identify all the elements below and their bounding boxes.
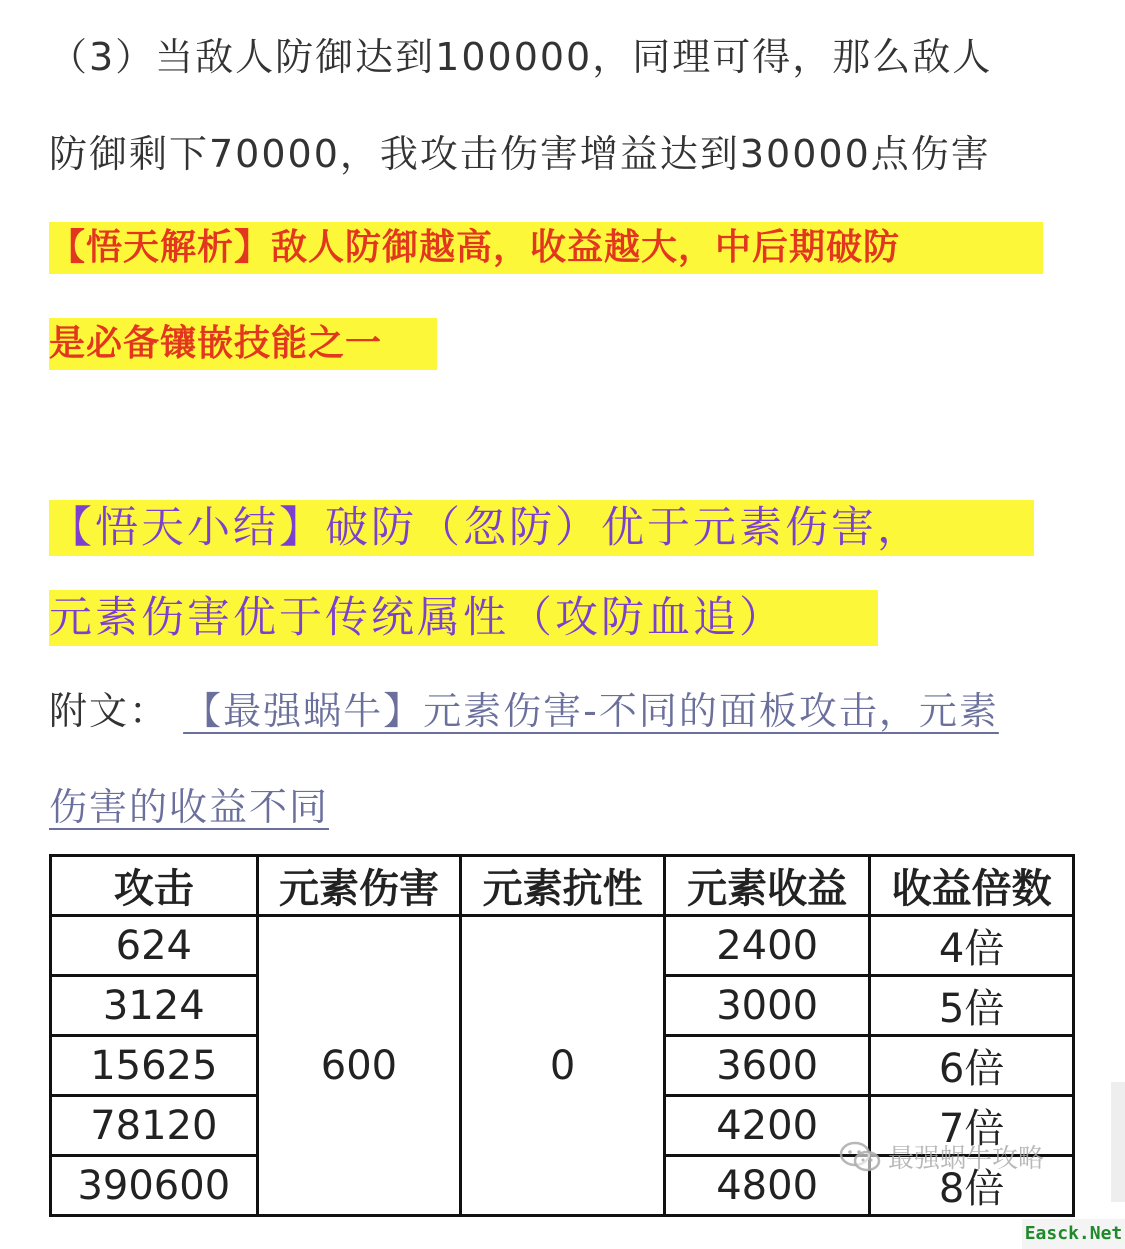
paragraph-line: 防御剩下70000，我攻击伤害增益达到30000点伤害 [49,132,991,176]
attack-cell: 624 [51,916,258,976]
analysis-highlight [49,222,1043,274]
gain-multiple-cell: 6倍 [870,1036,1074,1096]
summary-highlight [49,590,878,646]
appendix-link[interactable]: 伤害的收益不同 [49,785,330,829]
table-header-cell: 元素收益 [664,856,869,916]
paragraph-line: （3）当敌人防御达到100000，同理可得，那么敌人 [49,35,993,79]
element-gain-cell: 4800 [664,1156,869,1216]
attack-cell: 390600 [51,1156,258,1216]
watermark-text: 最强蜗牛攻略 [888,1144,1045,1174]
table-header-cell: 收益倍数 [870,856,1074,916]
gain-multiple-cell: 7倍 [870,1096,1074,1156]
gain-multiple-cell: 8倍 [870,1156,1074,1216]
summary-text: 元素伤害优于传统属性（攻防血追） [49,593,785,643]
table-row [51,916,1074,976]
element-gain-cell: 2400 [664,916,869,976]
element-resist-cell: 0 [461,916,665,1216]
element-gain-cell: 3000 [664,976,869,1036]
attack-cell: 15625 [51,1036,258,1096]
appendix-link[interactable]: 【最强蜗牛】元素伤害-不同的面板攻击，元素 [183,689,999,733]
table-header-cell: 攻击 [51,856,258,916]
analysis-text: 是必备镶嵌技能之一 [49,323,383,364]
watermark [838,1138,1044,1175]
analysis-highlight [49,318,437,370]
table-header-row [51,856,1074,916]
summary-text: 【悟天小结】破防（忽防）优于元素伤害， [49,503,923,553]
table-header-cell: 元素伤害 [257,856,461,916]
scrollbar[interactable] [1111,1082,1125,1202]
gain-multiple-cell: 4倍 [870,916,1074,976]
element-gain-cell: 3600 [664,1036,869,1096]
table-header-cell: 元素抗性 [461,856,665,916]
element-gain-cell: 4200 [664,1096,869,1156]
appendix-prefix: 附文： [49,689,170,733]
appendix-line [49,689,999,733]
attack-cell: 78120 [51,1096,258,1156]
site-badge: Easck.Net [1022,1219,1125,1249]
element-damage-cell: 600 [257,916,461,1216]
wechat-icon [838,1140,882,1174]
attack-cell: 3124 [51,976,258,1036]
summary-highlight [49,500,1034,556]
appendix-line [49,785,330,829]
gain-multiple-cell: 5倍 [870,976,1074,1036]
analysis-text: 【悟天解析】敌人防御越高，收益越大，中后期破防 [49,227,901,268]
